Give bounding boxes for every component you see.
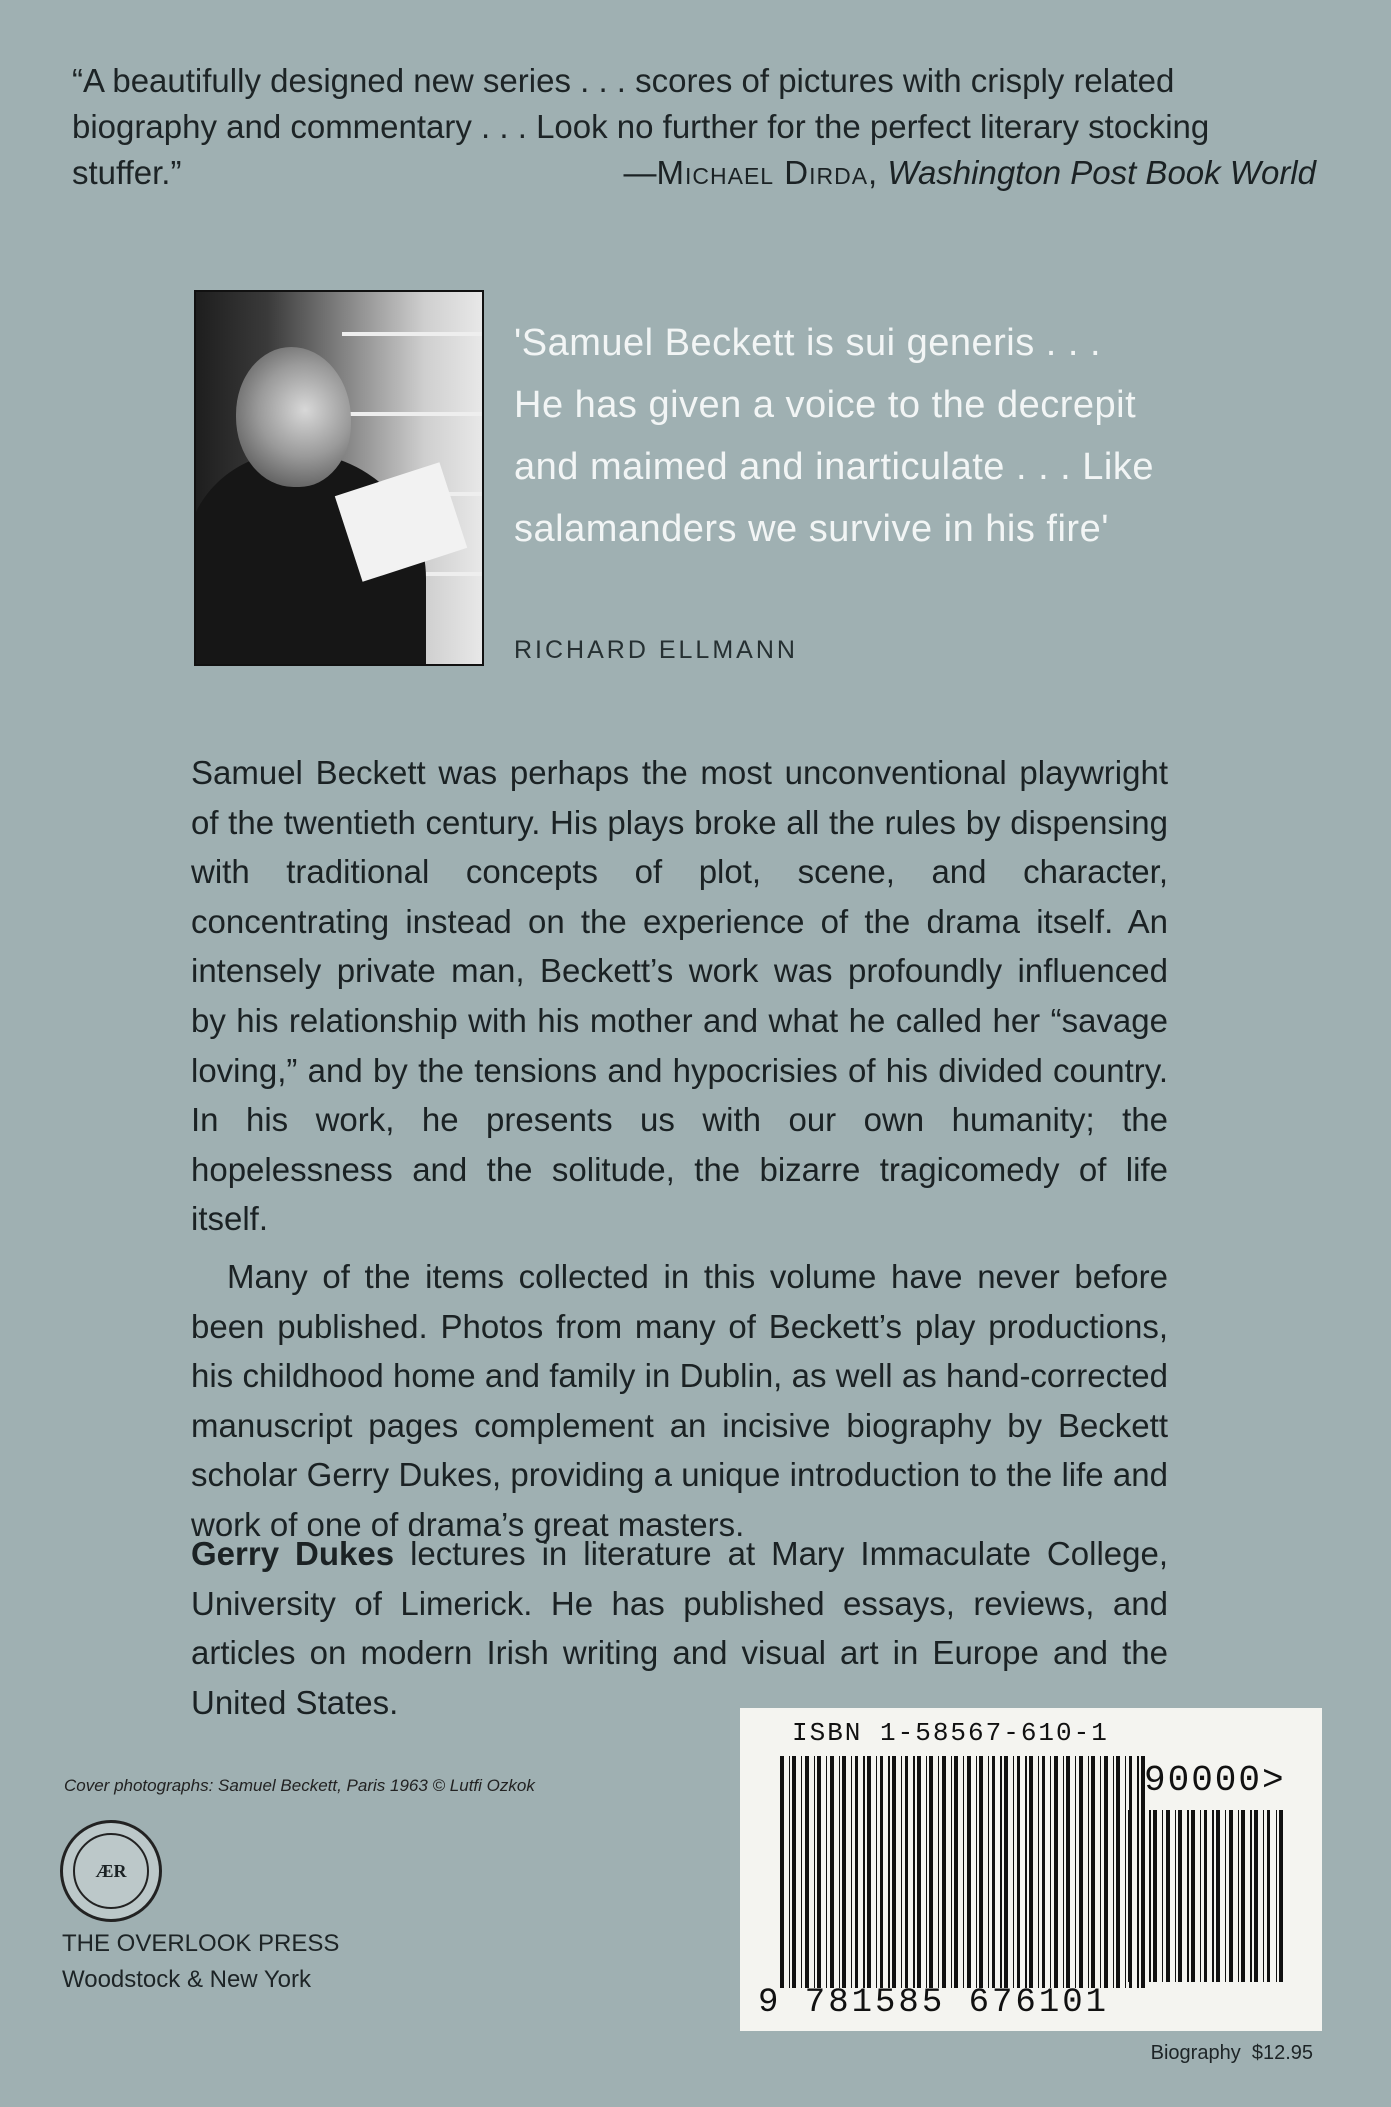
ean-barcode-bars [780,1756,1150,1988]
cover-photo-credit: Cover photographs: Samuel Beckett, Paris 1963 © Lutfi Ozkok [64,1776,535,1795]
review-quote: “A beautifully designed new series . . . scores of pictures with crisply related biography and commentary . . . Look no further for the perfect literary stocking stuffer.” [72,62,1210,191]
description-paragraph: Samuel Beckett was perhaps the most unconventional playwright of the twentieth century. His plays broke all the rules by dispensing with traditional concepts of plot, scene, and character, concentrating instead on the experience of the drama itself. An intensely private man, Beckett’s work was profoundly influenced by his relationship with his mother and what he called her “savage loving,” and by the tensions and hypocrisies of his divided country. In his work, he presents us with our own humanity; the hopelessness and the solitude, the bizarre tragicomedy of life itself. [191,754,1168,1238]
barcode [740,1708,1322,2031]
category-price [1151,2042,1313,2065]
author-bio [191,1529,1168,1727]
addon-barcode-bars [1128,1810,1288,1982]
book-price: $12.95 [1251,2042,1313,2064]
isbn-number: ISBN 1-58567-610-1 [792,1718,1109,1748]
attribution-dash: — [623,154,657,191]
author-photo [194,290,484,666]
feature-quote-attribution: RICHARD ELLMANN [514,636,798,664]
price-addon-digits: 90000> [1144,1760,1286,1801]
publisher-name: THE OVERLOOK PRESS [62,1930,340,1957]
publisher-location: Woodstock & New York [62,1966,312,1993]
publisher-logo-icon [60,1820,162,1922]
ean-digits: 9 781585 676101 [758,1984,1110,2022]
book-category: Biography [1150,2042,1241,2064]
publisher-logo-text: ÆR [73,1833,149,1909]
book-description [191,748,1168,1550]
reviewer-name: Michael Dirda, [656,154,879,191]
author-name: Gerry Dukes [191,1535,395,1572]
review-attribution [624,150,1316,196]
description-paragraph: Many of the items collected in this volume have never before been published. Photos from many of Beckett’s play productions, his childhood home and family in Dublin, as well as hand-corrected manuscript pages complement an incisive biography by Beckett scholar Gerry Dukes, providing a unique introduction to the life and work of one of drama’s great masters. [191,1257,1168,1543]
publisher-block [62,1926,339,1998]
feature-quote: 'Samuel Beckett is sui generis . . . He has given a voice to the decrepit and maimed and inarticulate . . . Like salamanders we survive in his fire' [514,322,1155,550]
barcode-gap [1283,1810,1288,1982]
author-bio-text: lectures in literature at Mary Immaculate College, University of Limerick. He has published essays, reviews, and articles on modern Irish writing and visual art in Europe and the United States. [191,1535,1169,1721]
review-publication: Washington Post Book World [887,154,1316,191]
